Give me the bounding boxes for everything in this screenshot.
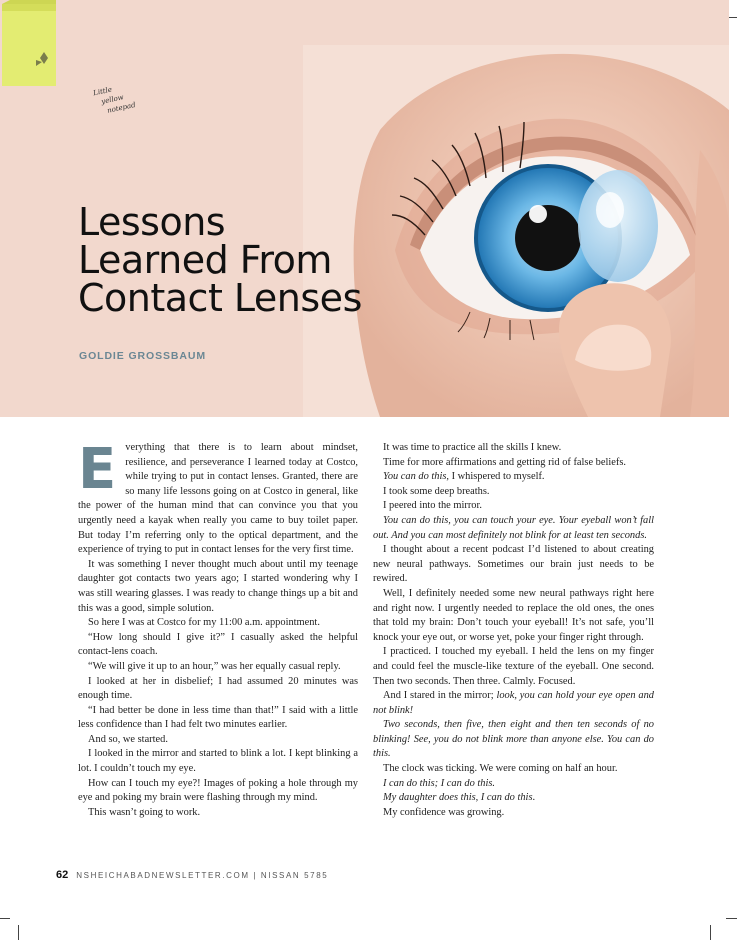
crop-mark <box>18 925 19 940</box>
article-column-1 <box>78 437 358 820</box>
article-title <box>78 200 362 320</box>
drop-cap: E <box>78 437 117 502</box>
paragraph: How can I touch my eye?! Images of poking a hole through my eye and poking my brain were flashing through my mind. <box>78 777 358 804</box>
paragraph: Well, I definitely needed some new neural pathways right here and right now. I urgently needed to replace the old ones, the ones that told my brain: Don’t touch your eyeball! It’s not safe, you’ll knock your eye out, or worse yet, poke your finger right through. <box>373 587 654 643</box>
italic-text: You can do this, <box>383 471 450 483</box>
paragraph-text: I whispered to myself. <box>449 471 545 483</box>
sticky-line: notepad <box>106 100 137 115</box>
paragraph: I looked in the mirror and started to blink a lot. I kept blinking a lot. I couldn’t touch my eye. <box>78 748 358 775</box>
crop-mark <box>726 918 737 919</box>
paragraph: My confidence was growing. <box>383 806 505 818</box>
paragraph: It was something I never thought much about until my teenage daughter got contacts two years ago; I started wondering why I was still wearing glasses. I was ready to change things up a bit and this was a good, simple solution. <box>78 558 358 614</box>
paragraph: I took some deep breaths. <box>383 485 490 497</box>
paragraph: “How long should I give it?” I casually asked the helpful contact-lens coach. <box>78 631 358 658</box>
pupil <box>515 205 581 271</box>
sticky-line: yellow <box>100 93 125 106</box>
paragraph: I thought about a recent podcast I’d listened to about creating new neural pathways. Sometimes our brain just needs to be rewired. <box>373 544 654 585</box>
title-line: Lessons <box>78 200 226 244</box>
paragraph: I peered into the mirror. <box>383 500 482 512</box>
paragraph-text: verything that there is to learn about mindset, resilience, and perseverance I learned today at Costco, while trying to put in contact lenses. Granted, there are so many life lessons going on at Costco in general, like the power of the human mind that can convince you that you urgently need a kayak when really you came to buy toilet paper. But today I’m referring only to the optical department, and the experience of trying to put in contact lenses for the very first time. <box>78 442 358 556</box>
paragraph: Time for more affirmations and getting rid of false beliefs. <box>383 456 626 468</box>
paragraph: And so, we started. <box>88 733 168 745</box>
paragraph-italic: You can do this, you can touch your eye. Your eyeball won’t fall out. And you can most definitely not blink for at least ten seconds. <box>373 514 654 541</box>
hero-banner <box>0 0 729 417</box>
paragraph: “We will give it up to an hour,” was her equally casual reply. <box>88 660 341 672</box>
article-column-2 <box>373 441 654 820</box>
paragraph: “I had better be done in less time than that!” I said with a little less confidence than I had felt two minutes earlier. <box>78 704 358 731</box>
publication-line: NSHEICHABADNEWSLETTER.COM | NISSAN 5785 <box>76 871 329 880</box>
paragraph <box>373 791 654 806</box>
page-footer <box>56 869 328 881</box>
paragraph <box>78 437 358 558</box>
italic-text: look, you can hold your eye open and not blink! <box>373 690 654 716</box>
paragraph-text: And I stared in the mirror; <box>383 690 497 702</box>
sticky-line: Little <box>92 85 113 98</box>
paragraph-text: . <box>532 792 536 804</box>
paragraph <box>373 689 654 718</box>
paragraph-italic: I can do this; I can do this. <box>383 777 495 789</box>
paragraph: It was time to practice all the skills I knew. <box>383 442 562 453</box>
sticky-note <box>0 0 58 88</box>
paragraph: So here I was at Costco for my 11:00 a.m. appointment. <box>88 617 320 629</box>
title-line: Contact Lenses <box>78 276 362 320</box>
crop-mark <box>710 925 711 940</box>
paragraph: This wasn’t going to work. <box>88 806 201 818</box>
author-byline: GOLDIE GROSSBAUM <box>79 350 206 362</box>
paragraph: The clock was ticking. We were coming on half an hour. <box>383 763 618 775</box>
paragraph <box>373 470 654 485</box>
title-line: Learned From <box>78 238 332 282</box>
paragraph: I practiced. I touched my eyeball. I held the lens on my finger and could feel the muscle-like texture of the eyeball. One second. Then two seconds. Then three. Calmly. Focused. <box>373 646 654 687</box>
paragraph-italic: Two seconds, then five, then eight and then ten seconds of no blinking! See, you do not blink more than anyone else. You can do this. <box>373 719 654 760</box>
crop-mark <box>0 918 10 919</box>
contact-lens <box>578 170 658 282</box>
paragraph: I looked at her in disbelief; I had assumed 20 minutes was enough time. <box>78 675 358 702</box>
italic-text: My daughter does this, I can do this <box>383 792 533 804</box>
page-number: 62 <box>56 869 69 881</box>
